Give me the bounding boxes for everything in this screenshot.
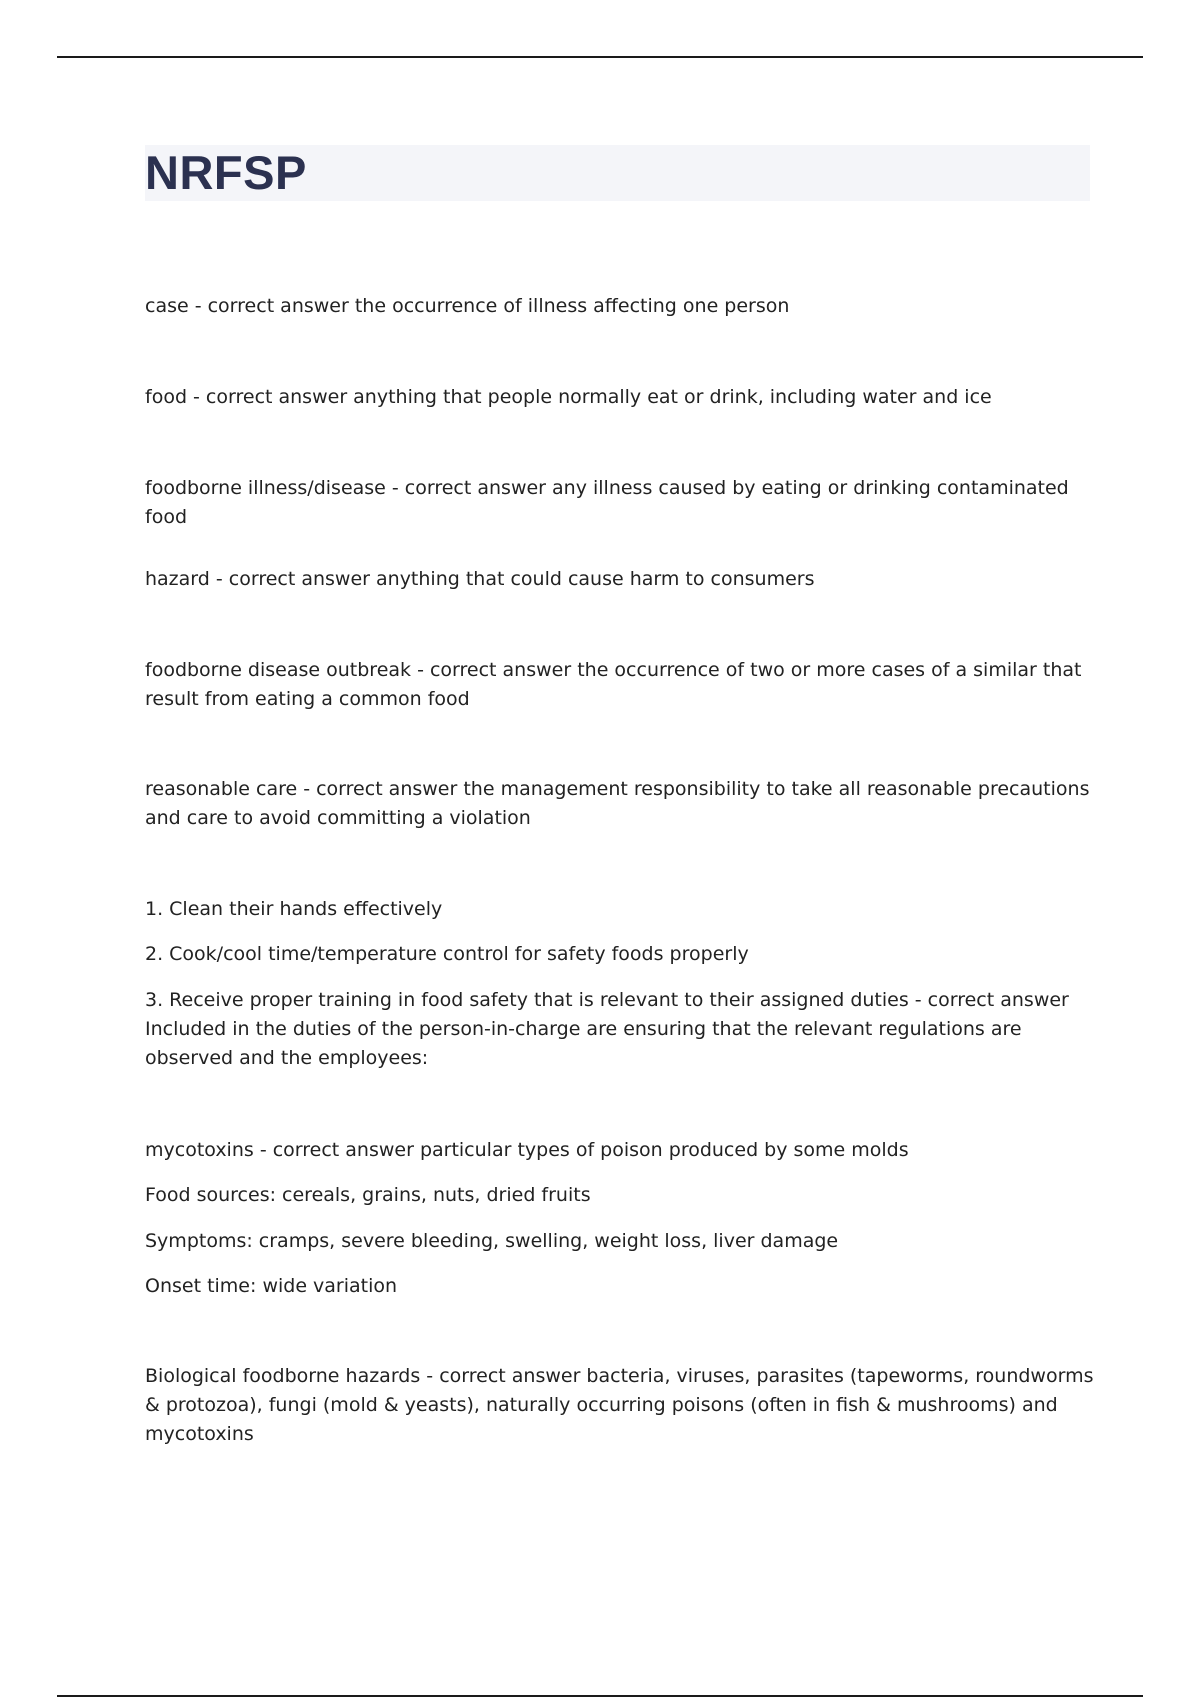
bottom-divider [57, 1695, 1143, 1697]
list-item: 1. Clean their hands effectively [145, 898, 443, 920]
list-item: 3. Receive proper training in food safety that is relevant to their assigned duties - correct answer Included in the duties of the person-in-charge are ensuring that the relevant regulations are observed and the employees: [145, 989, 1069, 1069]
definition-reasonable-care: reasonable care - correct answer the management responsibility to take all reasonable precautions and care to avoid committing a violation [145, 778, 1090, 829]
definition-food: food - correct answer anything that people normally eat or drink, including water and ice [145, 386, 992, 408]
definition-hazard: hazard - correct answer anything that could cause harm to consumers [145, 568, 815, 590]
page-title: NRFSP [145, 146, 307, 199]
definition-foodborne-outbreak: foodborne disease outbreak - correct answer the occurrence of two or more cases of a similar that result from eating a common food [145, 659, 1082, 710]
food-sources-line: Food sources: cereals, grains, nuts, dried fruits [145, 1184, 591, 1206]
definition-case: case - correct answer the occurrence of illness affecting one person [145, 295, 790, 317]
definition-biological-hazards: Biological foodborne hazards - correct answer bacteria, viruses, parasites (tapeworms, roundworms & protozoa), fungi (mold & yeasts), naturally occurring poisons (often in fish & mushrooms) and mycotoxins [145, 1365, 1094, 1445]
symptoms-line: Symptoms: cramps, severe bleeding, swelling, weight loss, liver damage [145, 1230, 839, 1252]
definition-foodborne-illness: foodborne illness/disease - correct answer any illness caused by eating or drinking contaminated food [145, 477, 1069, 528]
list-item: 2. Cook/cool time/temperature control for safety foods properly [145, 943, 749, 965]
onset-time-line: Onset time: wide variation [145, 1275, 398, 1297]
definition-mycotoxins: mycotoxins - correct answer particular types of poison produced by some molds [145, 1139, 909, 1161]
top-divider [57, 56, 1143, 58]
